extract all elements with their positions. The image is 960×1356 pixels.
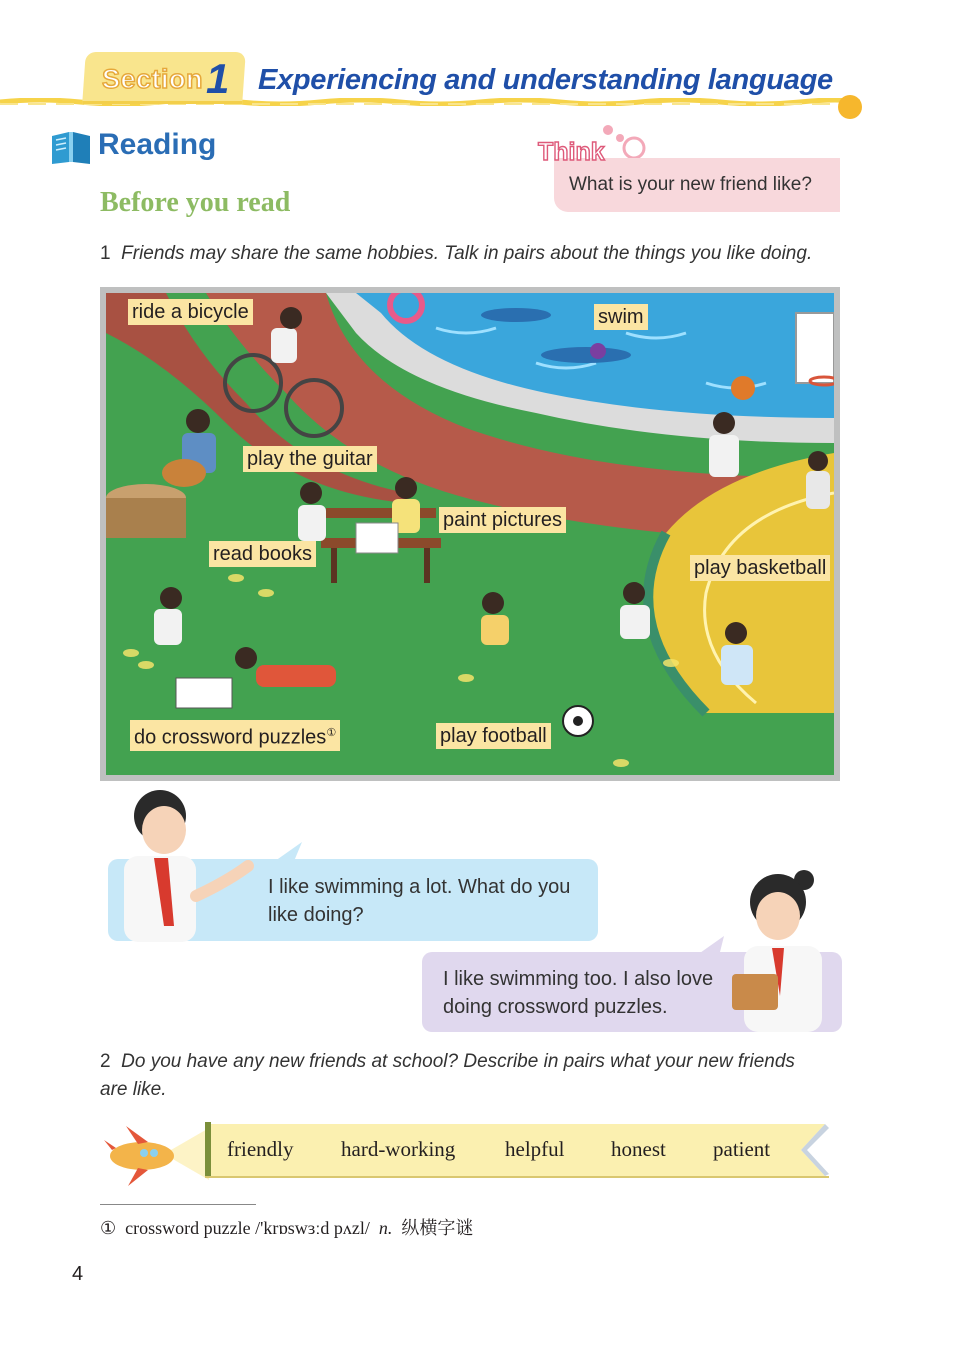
girl-student-illustration	[722, 866, 842, 1032]
word-bank-item: hard-working	[341, 1137, 456, 1161]
think-label: Think	[538, 138, 605, 166]
question-2-text: Do you have any new friends at school? Describe in pairs what your new friends are like.	[100, 1051, 795, 1100]
footnote	[100, 1214, 473, 1240]
airplane-icon	[104, 1120, 214, 1190]
word-bank-item: patient	[713, 1137, 771, 1161]
label-play-basketball: play basketball	[690, 555, 830, 581]
word-bank-item: helpful	[505, 1137, 565, 1161]
label-do-crossword-puzzles	[130, 720, 340, 751]
header-dot	[838, 95, 862, 119]
book-icon	[48, 128, 94, 166]
footnote-word: crossword puzzle	[125, 1218, 251, 1238]
label-play-the-guitar: play the guitar	[243, 446, 377, 472]
reading-heading: Reading	[98, 128, 217, 161]
label-crossword-text: do crossword puzzles	[134, 726, 327, 749]
question-1-text: Friends may share the same hobbies. Talk in pairs about the things you like doing.	[121, 243, 813, 264]
page-number: 4	[72, 1263, 84, 1285]
label-ride-a-bicycle: ride a bicycle	[128, 299, 253, 325]
label-play-football: play football	[436, 723, 551, 749]
boy-speech-text: I like swimming a lot. What do you like doing?	[268, 876, 571, 926]
think-question: What is your new friend like?	[569, 174, 812, 195]
section-number: 1	[206, 55, 230, 102]
footnote-meaning: 纵横字谜	[401, 1218, 474, 1238]
section-title: Experiencing and understanding language	[258, 64, 833, 96]
question-1	[100, 243, 812, 265]
section-label: Section	[102, 64, 204, 94]
label-swim: swim	[594, 304, 648, 330]
hobbies-illustration	[106, 293, 834, 775]
question-2	[100, 1048, 820, 1104]
question-1-number: 1	[100, 243, 111, 264]
footnote-rule	[100, 1204, 256, 1205]
park-scene	[106, 293, 834, 775]
label-paint-pictures: paint pictures	[439, 507, 566, 533]
footnote-pos: n.	[378, 1218, 393, 1238]
boy-student-illustration	[108, 786, 268, 942]
word-bank-item: friendly	[227, 1137, 294, 1161]
word-bank-item: honest	[611, 1137, 666, 1161]
girl-speech-text: I like swimming too. I also love doing crossword puzzles.	[443, 968, 714, 1018]
label-read-books: read books	[209, 541, 316, 567]
question-2-number: 2	[100, 1051, 111, 1072]
footnote-mark: ①	[100, 1218, 117, 1238]
before-you-read-heading: Before you read	[100, 187, 291, 218]
footnote-ref-mark: ①	[326, 727, 337, 739]
footnote-phonetic: /'krɒswɜːd pʌzl/	[255, 1218, 370, 1238]
